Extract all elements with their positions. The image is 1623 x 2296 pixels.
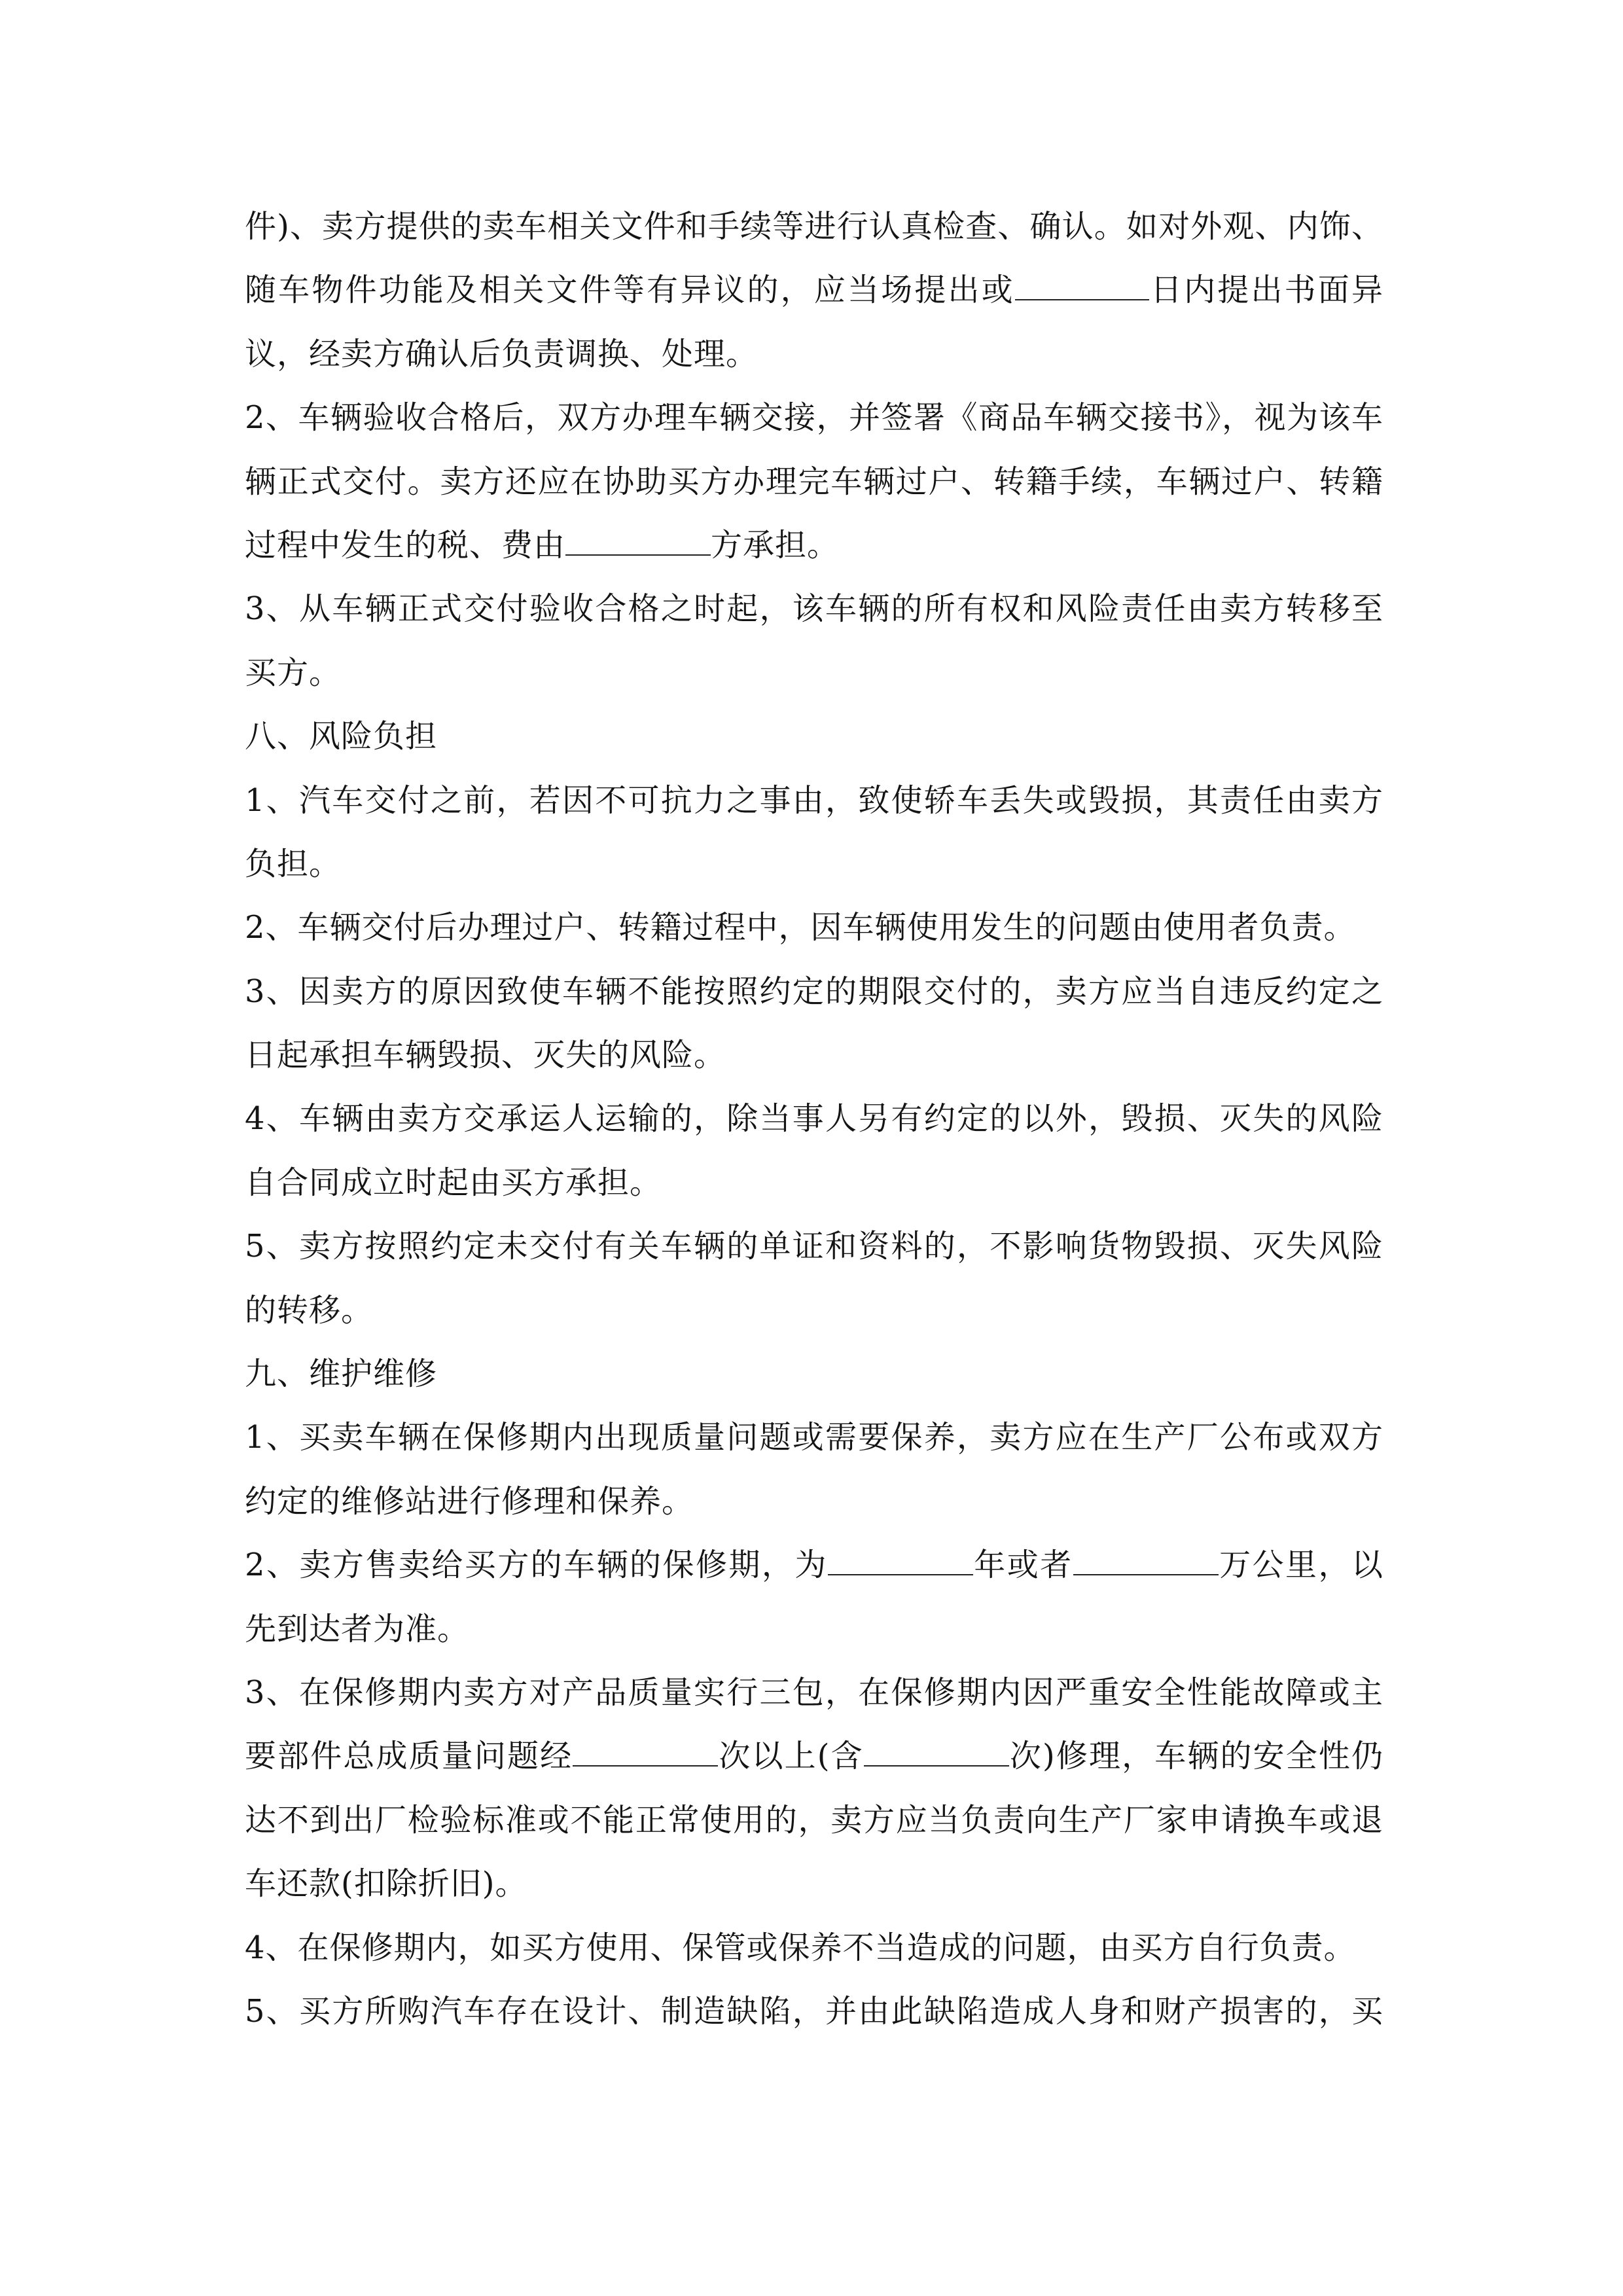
text-segment: 九、维护维修 <box>245 1355 438 1393</box>
text-line <box>245 1151 1383 1215</box>
text-segment: 1、汽车交付之前，若因不可抗力之事由，致使轿车丢失或毁损，其责任由卖方 <box>245 781 1383 819</box>
text-line <box>245 1789 1383 1852</box>
text-segment: 要部件总成质量问题经 <box>245 1738 573 1775</box>
text-segment: 辆正式交付。卖方还应在协助买方办理完车辆过户、转籍手续，车辆过户、转籍 <box>245 463 1383 500</box>
text-line <box>245 1279 1383 1342</box>
text-segment: 八、风险负担 <box>245 718 438 755</box>
text-segment: 负担。 <box>245 845 342 882</box>
text-line <box>245 960 1383 1024</box>
text-segment: 次以上(含 <box>718 1738 864 1775</box>
fill-in-blank[interactable] <box>573 1765 718 1767</box>
text-segment: 5、买方所购汽车存在设计、制造缺陷，并由此缺陷造成人身和财产损害的，买 <box>245 1992 1383 2030</box>
text-line <box>245 1215 1383 1278</box>
text-line <box>245 1087 1383 1151</box>
text-line <box>245 386 1383 450</box>
text-segment: 达不到出厂检验标准或不能正常使用的，卖方应当负责向生产厂家申请换车或退 <box>245 1801 1383 1839</box>
text-line <box>245 1342 1383 1406</box>
text-segment: 4、车辆由卖方交承运人运输的，除当事人另有约定的以外，毁损、灭失的风险 <box>245 1100 1383 1138</box>
text-segment: 随车物件功能及相关文件等有异议的，应当场提出或 <box>245 272 1015 309</box>
text-segment: 买方。 <box>245 654 342 691</box>
text-segment: 3、从车辆正式交付验收合格之时起，该车辆的所有权和风险责任由卖方转移至 <box>245 590 1383 628</box>
text-segment: 2、车辆交付后办理过户、转籍过程中，因车辆使用发生的问题由使用者负责。 <box>245 909 1356 946</box>
text-segment: 年或者 <box>972 1547 1073 1584</box>
text-segment: 3、在保修期内卖方对产品质量实行三包，在保修期内因严重安全性能故障或主 <box>245 1674 1383 1711</box>
text-segment: 先到达者为准。 <box>245 1610 470 1647</box>
text-segment: 议，经卖方确认后负责调换、处理。 <box>245 335 758 372</box>
text-line <box>245 1661 1383 1725</box>
text-segment: 2、卖方售卖给买方的车辆的保修期，为 <box>245 1547 828 1584</box>
text-line <box>245 1598 1383 1661</box>
text-line <box>245 769 1383 833</box>
text-line <box>245 1725 1383 1788</box>
text-segment: 次)修理，车辆的安全性仍 <box>1008 1738 1383 1775</box>
text-segment: 1、买卖车辆在保修期内出现质量问题或需要保养，卖方应在生产厂公布或双方 <box>245 1419 1383 1456</box>
text-segment: 自合同成立时起由买方承担。 <box>245 1164 662 1201</box>
fill-in-blank[interactable] <box>828 1573 973 1575</box>
fill-in-blank[interactable] <box>565 554 711 556</box>
fill-in-blank[interactable] <box>864 1765 1009 1767</box>
text-segment: 车还款(扣除折旧)。 <box>245 1865 527 1903</box>
text-segment: 日内提出书面异 <box>1149 272 1383 309</box>
text-segment: 2、车辆验收合格后，双方办理车辆交接，并签署《商品车辆交接书》，视为该车 <box>245 399 1383 437</box>
text-line <box>245 705 1383 768</box>
text-line <box>245 1470 1383 1534</box>
text-segment: 过程中发生的税、费由 <box>245 526 566 564</box>
text-line <box>245 450 1383 514</box>
text-segment: 5、卖方按照约定未交付有关车辆的单证和资料的，不影响货物毁损、灭失风险 <box>245 1228 1383 1265</box>
text-line <box>245 1980 1383 2043</box>
text-line <box>245 577 1383 641</box>
text-line <box>245 896 1383 960</box>
text-line <box>245 323 1383 386</box>
text-line <box>245 833 1383 896</box>
text-line <box>245 1024 1383 1087</box>
text-line <box>245 1406 1383 1469</box>
text-segment: 3、因卖方的原因致使车辆不能按照约定的期限交付的，卖方应当自违反约定之 <box>245 973 1383 1010</box>
fill-in-blank[interactable] <box>1073 1573 1219 1575</box>
text-line <box>245 1852 1383 1916</box>
text-segment: 4、在保修期内，如买方使用、保管或保养不当造成的问题，由买方自行负责。 <box>245 1929 1356 1966</box>
text-line <box>245 1534 1383 1597</box>
text-segment: 万公里，以 <box>1218 1547 1383 1584</box>
fill-in-blank[interactable] <box>1015 298 1149 300</box>
text-segment: 的转移。 <box>245 1291 374 1329</box>
contract-body-text <box>245 195 1383 2043</box>
text-segment: 日起承担车辆毁损、灭失的风险。 <box>245 1037 726 1074</box>
text-segment: 约定的维修站进行修理和保养。 <box>245 1482 694 1520</box>
text-segment: 件)、卖方提供的卖车相关文件和手续等进行认真检查、确认。如对外观、内饰、 <box>245 208 1383 245</box>
text-line <box>245 259 1383 322</box>
text-line <box>245 641 1383 705</box>
text-line <box>245 514 1383 577</box>
text-segment: 方承担。 <box>711 526 840 564</box>
text-line <box>245 195 1383 259</box>
text-line <box>245 1916 1383 1980</box>
